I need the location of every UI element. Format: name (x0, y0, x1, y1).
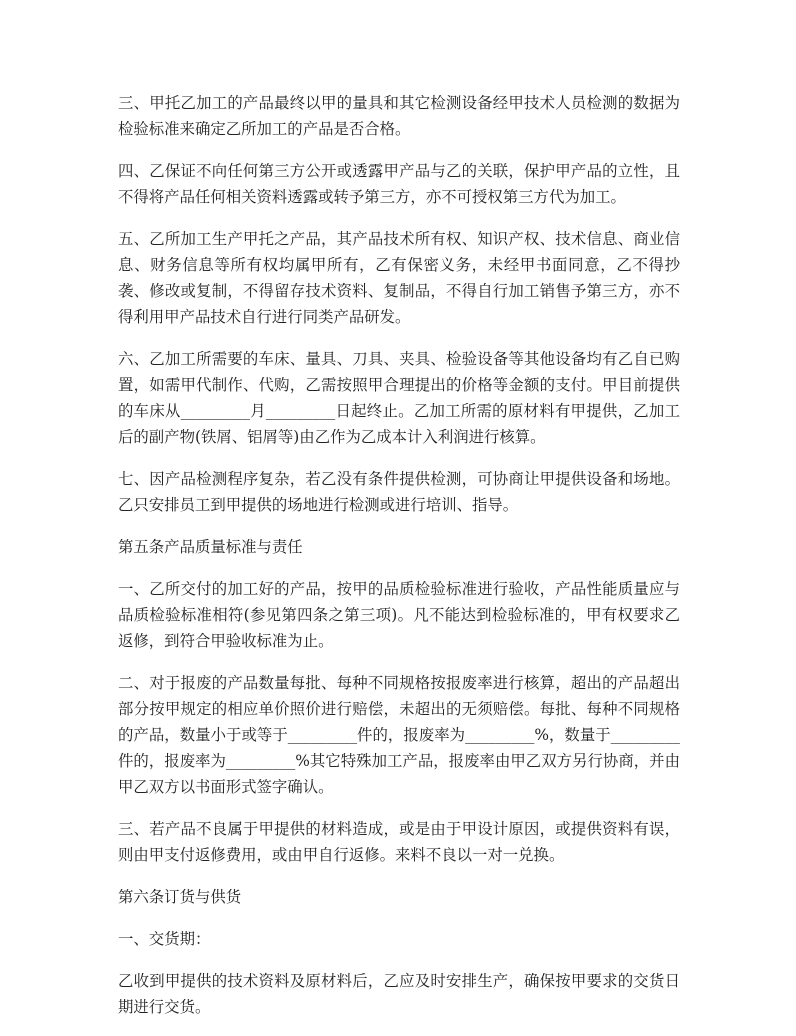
section-heading-article-5: 第五条产品质量标准与责任 (118, 538, 303, 556)
article-6-item-1-label: 一、交货期： (118, 930, 211, 948)
clause-3-measurement: 三、甲托乙加工的产品最终以甲的量具和其它检测设备经甲技术人员检测的数据为检验标准来确定乙所加工的产品是否合格。 (118, 94, 680, 138)
article-5-item-3: 三、若产品不良属于甲提供的材料造成，或是由于甲设计原因，或提供资料有误，则由甲支付返修费用，或由甲自行返修。来料不良以一对一兑换。 (118, 820, 680, 864)
article-6-delivery-text: 乙收到甲提供的技术资料及原材料后，乙应及时安排生产，确保按甲要求的交货日期进行交货。 (118, 972, 680, 1016)
clause-7-testing: 七、因产品检测程序复杂，若乙没有条件提供检测，可协商让甲提供设备和场地。乙只安排员工到甲提供的场地进行检测或进行培训、指导。 (118, 470, 680, 514)
article-5-item-1: 一、乙所交付的加工好的产品，按甲的品质检验标准进行验收，产品性能质量应与品质检验标准相符(参见第四条之第三项)。凡不能达到检验标准的，甲有权要求乙返修，到符合甲验收标准为止。 (118, 580, 680, 650)
clause-4-confidentiality: 四、乙保证不向任何第三方公开或透露甲产品与乙的关联，保护甲产品的立性，且不得将产品任何相关资料透露或转予第三方，亦不可授权第三方代为加工。 (118, 162, 680, 206)
document-page (118, 90, 680, 1036)
clause-6-equipment: 六、乙加工所需要的车床、量具、刀具、夹具、检验设备等其他设备均有乙自已购置，如需甲代制作、代购，乙需按照甲合理提出的价格等金额的支付。甲目前提供的车床从_________月_________日起终止。乙加工所需的原材料有甲提供，乙加工后的副产物(铁屑、铝屑等)由乙作为乙成本计入利润进行核算。 (118, 350, 680, 446)
article-5-item-2: 二、对于报废的产品数量每批、每种不同规格按报废率进行核算，超出的产品超出部分按甲规定的相应单价照价进行赔偿，未超出的无须赔偿。每批、每种不同规格的产品，数量小于或等于_________件的，报废率为_________%，数量于_________件的，报废率为_________%其它特殊加工产品，报废率由甲乙双方另行协商，并由甲乙双方以书面形式签字确认。 (118, 674, 680, 796)
section-heading-article-6: 第六条订货与供货 (118, 888, 242, 906)
clause-5-ownership: 五、乙所加工生产甲托之产品，其产品技术所有权、知识产权、技术信息、商业信息、财务信息等所有权均属甲所有，乙有保密义务，未经甲书面同意，乙不得抄袭、修改或复制，不得留存技术资料、复制品，不得自行加工销售予第三方，亦不得利用甲产品技术自行进行同类产品研发。 (118, 230, 680, 326)
